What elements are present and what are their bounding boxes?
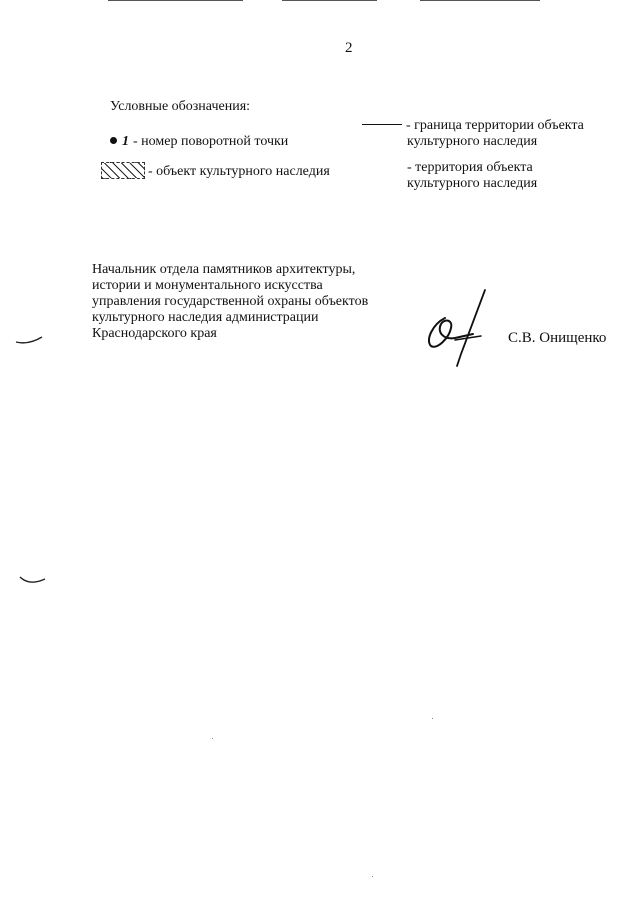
scan-speck (372, 876, 373, 877)
territory-label-line2: культурного наследия (407, 176, 538, 191)
legend-territory-boundary (362, 118, 612, 150)
page-number: 2 (345, 40, 353, 56)
solid-line-icon (362, 124, 402, 125)
scan-speck (432, 718, 433, 719)
scan-artifact-top (420, 0, 540, 1)
handwritten-signature (415, 288, 495, 368)
turning-point-label: - номер поворотной точки (133, 134, 289, 149)
position-line: Краснодарского края (92, 326, 217, 341)
legend-turning-point (110, 134, 288, 150)
boundary-label-line1: - граница территории объекта (406, 118, 584, 133)
heritage-object-label: - объект культурного наследия (148, 164, 330, 179)
margin-mark (14, 334, 44, 346)
position-line: управления государственной охраны объектов (92, 294, 369, 309)
position-line: Начальник отдела памятников архитектуры, (92, 262, 356, 277)
boundary-label-line2: культурного наследия (407, 134, 538, 149)
position-line: истории и монументального искусства (92, 278, 323, 293)
legend-title: Условные обозначения: (110, 99, 251, 114)
diagonal-hatch-icon (101, 162, 145, 179)
signatory-position (92, 262, 412, 342)
margin-mark (18, 574, 48, 586)
filled-circle-icon (110, 137, 117, 144)
scan-artifact-top (282, 0, 377, 1)
position-line: культурного наследия администрации (92, 310, 319, 325)
legend-heritage-territory (407, 160, 617, 192)
turning-point-number: 1 (122, 134, 129, 149)
legend-heritage-object (101, 162, 330, 180)
territory-label-line1: - территория объекта (407, 160, 533, 175)
scan-speck (212, 738, 213, 739)
scan-artifact-top (108, 0, 243, 1)
signatory-name: С.В. Онищенко (508, 330, 607, 346)
